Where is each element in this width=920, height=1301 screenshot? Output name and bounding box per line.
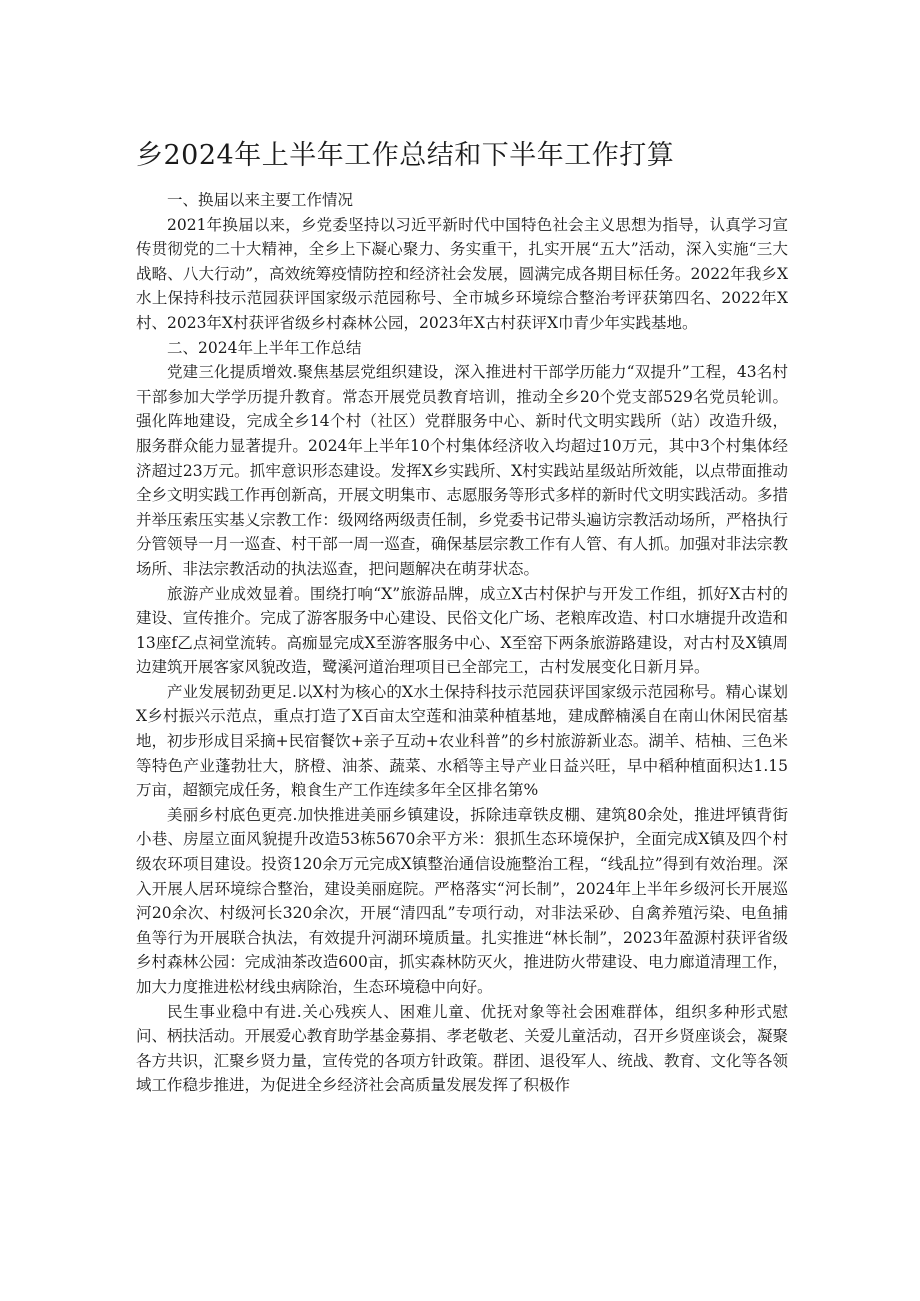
industry-paragraph: 产业发展韧劲更足.以X村为核心的X水土保持科技示范园获评国家级示范园称号。精心谋划X乡村振兴示范点，重点打造了X百亩太空莲和油菜种植基地，建成醉楠溪自在南山休闲民宿基地，初步形成目采摘+民宿餐饮+亲子互动+农业科普”的乡村旅游新业态。湖羊、桔柚、三色米等特色产业蓬勃壮大，脐橙、油茶、蔬菜、水稻等主导产业日益兴旺，早中稻种植面积达1.15万亩，超额完成任务，粮食生产工作连续多年全区排名第%: [136, 682, 788, 800]
tourism-paragraph: 旅游产业成效显着。围绕打响“X”旅游品牌，成立X古村保护与开发工作组，抓好X古村的建设、宣传推介。完成了游客服务中心建设、民俗文化广场、老粮库改造、村口水塘提升改造和13座f乙点祠堂流转。高痂显完成X至游客服务中心、X至窑下两条旅游路建设，对古村及X镇周边建筑开展客家风貌改造，鹭溪河道治理项目已全部完工，古村发展变化日新月异。: [136, 584, 788, 677]
section-2-heading: 二、2024年上半年工作总结: [167, 338, 362, 357]
document-title: 乡2024年上半年工作总结和下半年工作打算: [136, 140, 675, 171]
section-1-paragraph: 2021年换届以来，乡党委坚持以习近平新时代中国特色社会主义思想为指导，认真学习宣传贯彻党的二十大精神，全乡上下凝心聚力、务实重干，扎实开展“五大”活动，深入实施“三大战略、八大行动”，高效统筹疫情防控和经济社会发展，圆满完成各期目标任务。2022年我乡X水上保持科技示范园获评国家级示范园称号、全市城乡环境综合整治考评获第四名、2022年X村、2023年X村获评省级乡村森林公园，2023年X古村获评X巾青少年实践基地。: [136, 215, 788, 332]
rural-beauty-paragraph: 美丽乡村底色更亮.加快推进美丽乡镇建设，拆除违章铁皮棚、建筑80余处，推进坪镇背街小巷、房屋立面风貌提升改造53栋5670余平方米：狠抓生态环境保护，全面完成X镇及四个村级农环项目建设。投资120余万元完成X镇整治通信设施整治工程，“线乱拉”得到有效治理。深入开展人居环境综合整治，建设美丽庭院。严格落实“河长制”，2024年上半年乡级河长开展巡河20余次、村级河长320余次，开展“清四乱”专项行动，对非法采砂、自禽养殖污染、电鱼捕鱼等行为开展联合执法，有效提升河湖环境质量。扎实推进“林长制”，2023年盈源村获评省级乡村森林公园：完成油茶改造600亩，抓实森林防灭火，推进防火带建设、电力廊道清理工作，加大力度推进松材线虫病除治，生态环境稳中向好。: [136, 805, 788, 996]
document-body: [136, 188, 788, 1098]
livelihood-paragraph: 民生事业稳中有进.关心残疾人、困难儿童、优抚对象等社会困难群体，组织多种形式慰问、柄扶活动。开展爱心教育助学基金募捐、孝老敬老、关爱儿童活动，召开乡贤座谈会，凝聚各方共识，汇聚乡贤力量，宣传党的各项方针政策。群团、退役军人、统战、教育、文化等各领域工作稳步推进，为促进全乡经济社会高质量发展发挥了积极作: [136, 1002, 788, 1095]
section-1-heading: 一、换届以来主要工作情况: [167, 191, 354, 209]
party-building-paragraph: 党建三化提质增效.聚焦基层党组织建设，深入推进村干部学历能力“双提升”工程，43名村干部参加大学学历提升教育。常态开展党员教育培训，推动全乡20个党支部529名党员轮训。强化阵地建设，完成全乡14个村（社区）党群服务中心、新时代文明实践所（站）改造升级，服务群众能力显著提升。2024年上半年10个村集体经济收入均超过10万元，其中3个村集体经济超过23万元。抓牢意识形态建设。发挥X乡实践所、X村实践站星级站所效能，以点带面推动全乡文明实践工作再创新高，开展文明集市、志愿服务等形式多样的新时代文明实践活动。多措并举压索压实基乂宗教工作：级网络两级责任制，乡党委书记带头遍访宗教活动场所，严格执行分管领导一月一巡查、村干部一周一巡查，确保基层宗教工作有人管、有人抓。加强对非法宗教场所、非法宗教活动的执法巡查，把问题解决在萌芽状态。: [136, 363, 788, 578]
